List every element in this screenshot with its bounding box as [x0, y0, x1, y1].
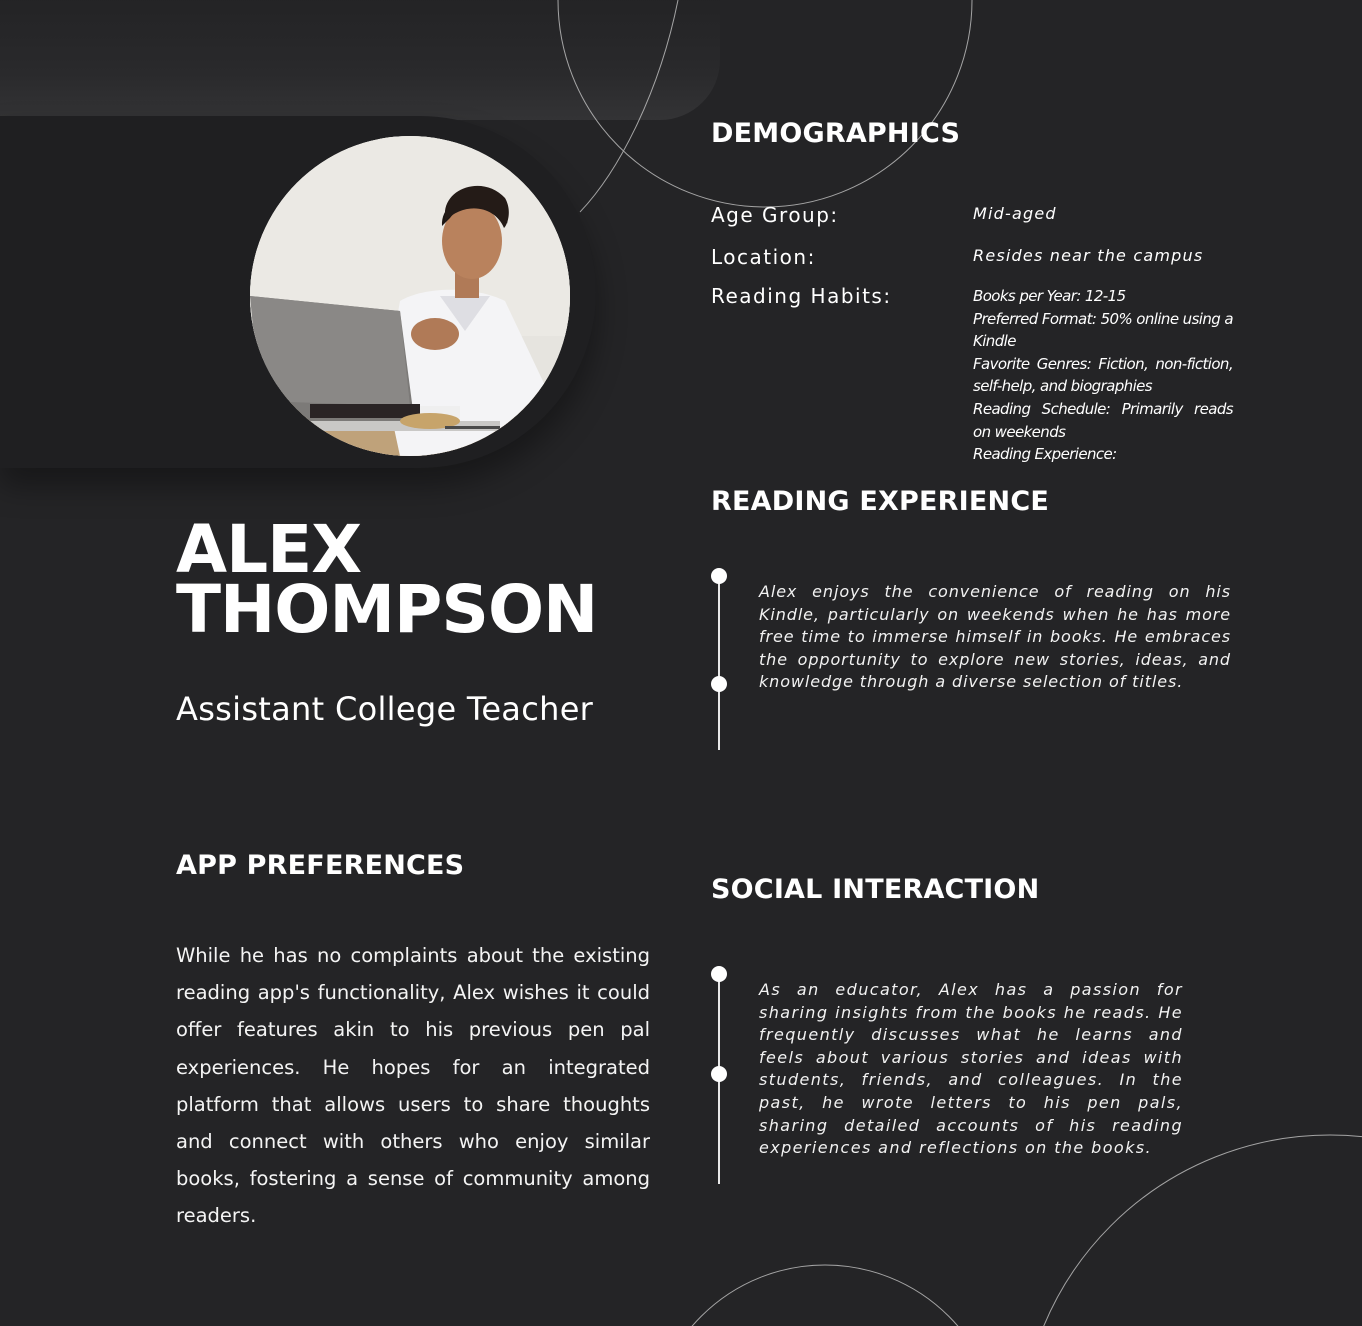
reading-experience-text: Alex enjoys the convenience of reading on his Kindle, particularly on weekends when he has more free time to immerse himself in books. He embraces the opportunity to explore new stories, ideas, and knowledge through a diverse selection of titles. — [759, 582, 1231, 692]
habit-preferred-format: Preferred Format: 50% online using a Kindle — [973, 309, 1233, 351]
timeline-dot — [711, 676, 727, 692]
location-value: Resides near the campus — [973, 246, 1204, 265]
app-preferences-text: While he has no complaints about the existing reading app's functionality, Alex wishes it could offer features akin to his previous pen pal experiences. He hopes for an integrated platform that allows users to share thoughts and connect with others who enjoy similar books, fostering a sense of community among readers. — [176, 944, 650, 1228]
reading-experience-heading: READING EXPERIENCE — [711, 486, 1049, 517]
persona-role: Assistant College Teacher — [176, 690, 594, 728]
reading-habits-label: Reading Habits: — [711, 284, 892, 308]
reading-habits-list — [973, 285, 1233, 466]
social-interaction-heading: SOCIAL INTERACTION — [711, 874, 1040, 905]
habit-reading-experience: Reading Experience: — [973, 445, 1117, 464]
bottom-circle — [650, 1265, 1000, 1326]
app-preferences-heading: APP PREFERENCES — [176, 850, 465, 881]
social-interaction-timeline — [711, 966, 727, 1184]
persona-name — [176, 511, 598, 648]
persona-first-name: ALEX — [176, 511, 362, 588]
age-group-label: Age Group: — [711, 203, 839, 227]
timeline-dot — [711, 1066, 727, 1082]
habit-favorite-genres: Favorite Genres: Fiction, non-fiction, self-help, and biographies — [973, 354, 1233, 396]
reading-experience-timeline — [711, 568, 727, 750]
timeline-dot — [711, 568, 727, 584]
top-shadow-band — [0, 0, 720, 120]
person-at-laptop-image — [250, 136, 570, 456]
bottom-right-circle — [1020, 1135, 1362, 1326]
profile-photo — [250, 136, 570, 456]
habit-books-per-year: Books per Year: 12-15 — [973, 287, 1126, 305]
location-label: Location: — [711, 245, 816, 269]
timeline-line — [718, 576, 720, 750]
habit-reading-schedule: Reading Schedule: Primarily reads on weekends — [973, 399, 1233, 441]
age-group-value: Mid-aged — [973, 204, 1057, 223]
demographics-heading: DEMOGRAPHICS — [711, 118, 961, 149]
social-interaction-text: As an educator, Alex has a passion for sharing insights from the books he reads. He frequently discusses what he learns and feels about various stories and ideas with students, friends, and colleagues. In the past, he wrote letters to his pen pals, sharing detailed accounts of his reading experiences and reflections on the books. — [759, 980, 1183, 1158]
timeline-dot — [711, 966, 727, 982]
persona-last-name: THOMPSON — [176, 571, 598, 648]
